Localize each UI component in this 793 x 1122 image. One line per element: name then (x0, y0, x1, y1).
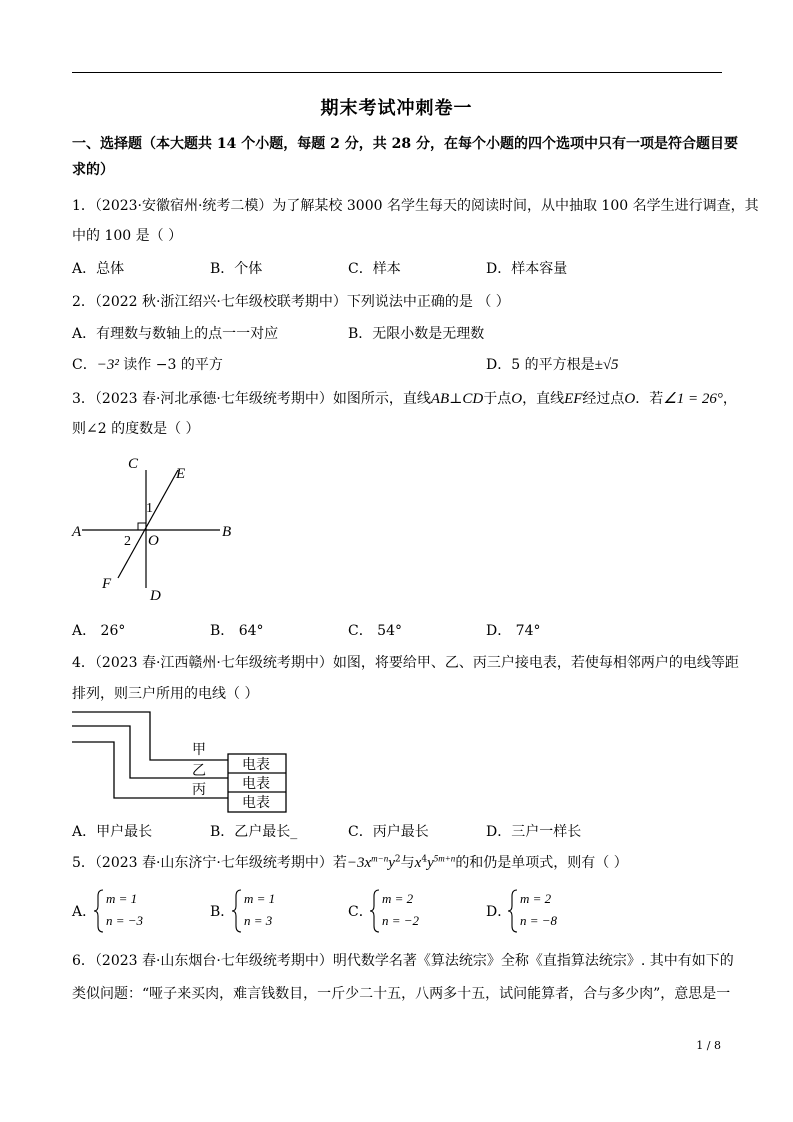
q2-option-d (486, 355, 619, 375)
q5-option-c-brace (368, 888, 382, 934)
line-ef (118, 470, 178, 578)
label-b: B (222, 524, 232, 540)
label-angle-1: 1 (146, 501, 153, 516)
q5-term1-yexp: 2 (394, 854, 401, 865)
q3-stem-intro: 3．（2023 春·河北承德·七年级统考期中）如图所示，直线 (72, 391, 431, 407)
q5-option-d-m: m = 2 (520, 891, 552, 906)
q2-option-c-label: C． (72, 357, 97, 373)
q3-end: ， (722, 391, 737, 407)
q3-option-c: C． 54° (348, 623, 402, 639)
meter-label-3: 电表 (242, 795, 270, 811)
q5-option-b-n: n = 3 (244, 913, 273, 928)
q3-ef: EF (564, 391, 583, 407)
q4-option-c: C．丙户最长 (348, 824, 429, 840)
q5-option-c-m: m = 2 (382, 891, 414, 906)
label-c: C (128, 456, 139, 472)
q2-option-d-text: D．5 的平方根是 (486, 357, 595, 373)
q2-stem: 2．（2022 秋·浙江绍兴·七年级校联考期中）下列说法中正确的是 （ ） (72, 294, 510, 310)
q5-term1-exp: m−n (371, 853, 389, 864)
q3-mid3: 经过点 (582, 391, 625, 407)
q3-o1: O (511, 391, 523, 407)
q3-cd: CD (462, 391, 484, 407)
label-yi: 乙 (192, 763, 206, 779)
q1-stem-line1: 1．（2023·安徽宿州·统考二模）为了解某校 3000 名学生每天的阅读时间，从中抽取 100 名学生进行调查，其 (72, 198, 759, 214)
label-bing: 丙 (192, 782, 206, 798)
q5-option-b-brace (230, 888, 244, 934)
q5-term2-yexp: 5m+n (433, 853, 456, 864)
q5-option-a-brace (92, 888, 106, 934)
q5-term2-exp: 4 (421, 854, 428, 865)
label-o: O (148, 533, 159, 549)
q4-option-a: A．甲户最长 (72, 824, 153, 840)
q5-option-c-label: C． (348, 904, 373, 920)
label-a: A (72, 524, 82, 540)
q4-option-b: B．乙户最长_ (210, 824, 298, 840)
q3-mid1: 于点 (483, 391, 512, 407)
q2-option-b: B．无限小数是无理数 (348, 326, 485, 342)
q4-stem-line1: 4．（2023 春·江西赣州·七年级统考期中）如图，将要给甲、乙、丙三户接电表，若使每相邻两户的电线等距 (72, 655, 739, 671)
section-heading-line1: 一、选择题（本大题共 14 个小题，每题 2 分，共 28 分，在每个小题的四个选项中只有一项是符合题目要 (72, 136, 738, 152)
page-title: 期末考试冲刺卷一 (320, 98, 473, 119)
q3-ab: AB (430, 391, 450, 407)
section-heading-line2: 求的） (72, 162, 114, 178)
page-number: 1 / 8 (696, 1039, 721, 1052)
label-angle-2: 2 (124, 534, 131, 549)
label-jia: 甲 (192, 742, 206, 758)
q5-term2: x (414, 855, 422, 871)
q5-mid: 与 (400, 855, 415, 871)
q1-option-c: C．样本 (348, 261, 401, 277)
q5-option-d-n: n = −8 (520, 913, 558, 928)
q3-option-a: A． 26° (72, 623, 126, 639)
q5-option-c-n: n = −2 (382, 913, 420, 928)
q4-figure (70, 708, 300, 818)
q5-option-d-label: D． (486, 904, 512, 920)
label-e: E (176, 466, 186, 482)
q5-stem-end: 的和仍是单项式，则有（ ） (455, 855, 628, 871)
q2-option-d-math: ±√5 (594, 357, 619, 373)
q5-option-a-m: m = 1 (106, 891, 138, 906)
q3-mid4: ．若 (635, 391, 664, 407)
q3-option-d: D． 74° (486, 623, 541, 639)
meter-label-1: 电表 (242, 757, 270, 773)
q3-mid2: ，直线 (522, 391, 565, 407)
label-d: D (150, 588, 161, 604)
q3-figure (60, 450, 260, 610)
q3-angle1: ∠1 = 26° (663, 391, 723, 407)
q2-option-c-text: 读作 −3 的平方 (118, 357, 223, 373)
q2-option-a: A．有理数与数轴上的点一一对应 (72, 326, 279, 342)
q5-option-b-m: m = 1 (244, 891, 276, 906)
q5-term2-y: y (427, 855, 434, 871)
q2-option-c (72, 355, 223, 375)
q3-stem-line2: 则∠2 的度数是（ ） (72, 421, 200, 437)
q3-o2: O (624, 391, 636, 407)
q5-option-a-n: n = −3 (106, 913, 144, 928)
q3-option-b: B． 64° (210, 623, 264, 639)
q5-stem-intro: 5．（2023 春·山东济宁·七年级统考期中）若 (72, 855, 347, 871)
q6-stem-line2: 类似问题：“哑子来买肉，难言钱数目，一斤少二十五，八两多十五，试问能算者，合与多少肉”，意思是一 (72, 986, 731, 1002)
q5-term1-y: y (388, 855, 395, 871)
q1-stem-line2: 中的 100 是（ ） (72, 228, 183, 244)
q5-option-d-brace (506, 888, 520, 934)
q5-stem (72, 853, 628, 873)
q4-stem-line2: 排列，则三户所用的电线（ ） (72, 686, 259, 702)
label-f: F (102, 576, 112, 592)
q1-option-d: D．样本容量 (486, 261, 568, 277)
q5-option-b-label: B． (210, 904, 235, 920)
q6-stem-line1: 6．（2023 春·山东烟台·七年级统考期中）明代数学名著《算法统宗》全称《直指算法统宗》. 其中有如下的 (72, 953, 734, 969)
q5-term1: −3x (346, 855, 372, 871)
q4-option-d: D．三户一样长 (486, 824, 582, 840)
q3-perp: ⊥ (449, 391, 463, 407)
q5-option-a-label: A． (72, 904, 97, 920)
header-rule (72, 72, 722, 73)
q1-option-b: B．个体 (210, 261, 263, 277)
q1-option-a: A．总体 (72, 261, 125, 277)
q3-stem-line1 (72, 389, 737, 409)
meter-label-2: 电表 (242, 776, 270, 792)
q2-option-c-math: −3² (96, 357, 119, 373)
